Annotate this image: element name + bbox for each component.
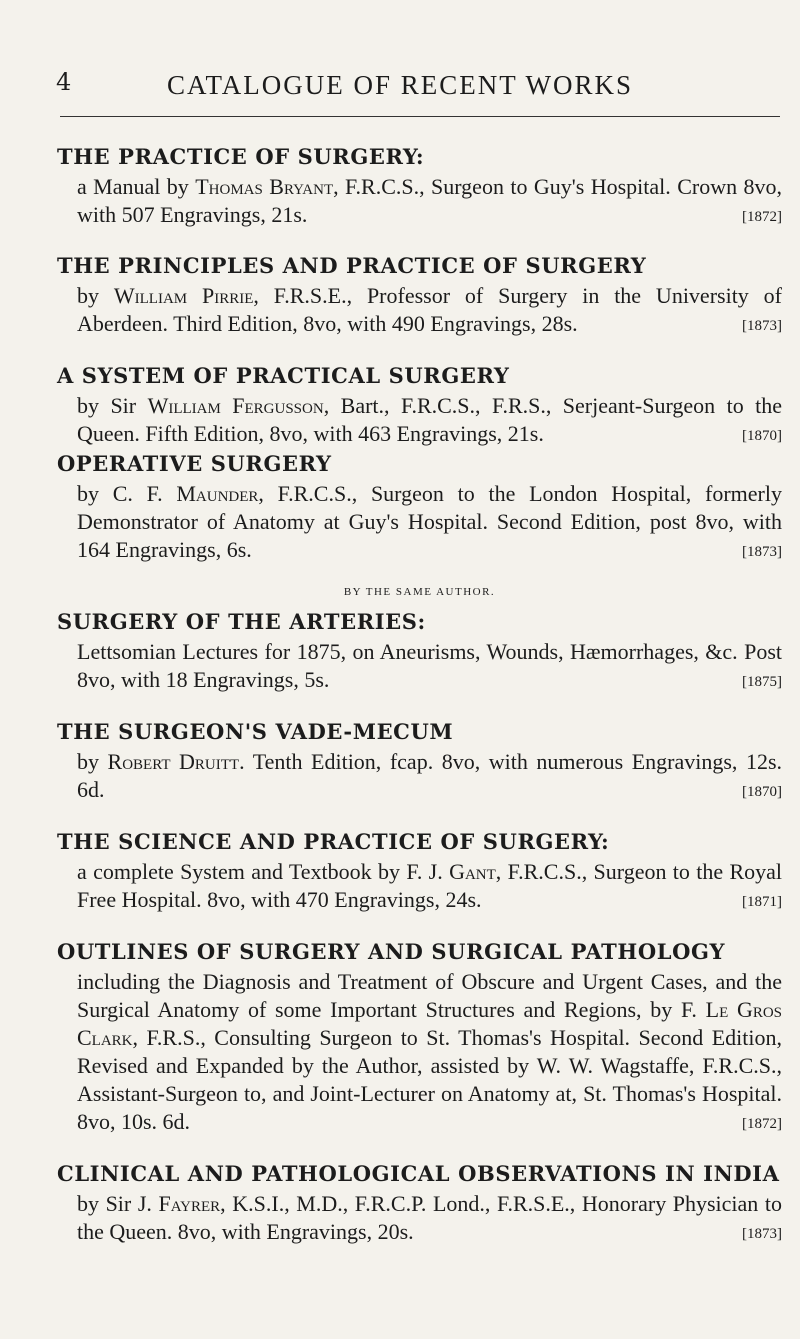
entry-title: THE SURGEON'S VADE-MECUM [57, 719, 454, 744]
running-head: CATALOGUE OF RECENT WORKS [166, 70, 634, 100]
entry-year: [1873] [742, 544, 782, 560]
entry-prefix: a complete System and Textbook by F. J. [77, 859, 443, 884]
entry-details: , F.R.S., Consulting Surgeon to St. Thomas's Hospital. Second Edition, Revised and Expanded by the Author, assisted by W. W. Wagstaffe, F.R.C.S., Assistant-Surgeon to, and Joint-Lecturer on Anatomy at, St. Thomas's Hospital. 8vo, 10s. 6d. [77, 1025, 782, 1134]
entry-author: William Pirrie [113, 283, 254, 308]
entry-title: SURGERY OF THE ARTERIES: [57, 609, 426, 634]
entry-year: [1875] [742, 674, 782, 690]
entry-year: [1872] [742, 1116, 782, 1132]
entry-author: Maunder [176, 481, 259, 506]
entry-description [57, 1190, 782, 1246]
entry-title: THE SCIENCE AND PRACTICE OF SURGERY: [57, 829, 610, 854]
page-number: 4 [56, 68, 72, 96]
entry-description [57, 638, 782, 694]
entry-title: A SYSTEM OF PRACTICAL SURGERY [57, 363, 510, 388]
entry-description [57, 748, 782, 804]
entry-author: Robert Druitt [107, 749, 240, 774]
entry-author: Thomas Bryant [195, 174, 334, 199]
entry-details: , F.R.S.E., Professor of Surgery in the University of Aberdeen. Third Edition, 8vo, with 490 Engravings, 28s. [77, 283, 782, 336]
entry-details: , F.R.C.S., Surgeon to the London Hospital, formerly Demonstrator of Anatomy at Guy's Hospital. Second Edition, post 8vo, with 164 Engravings, 6s. [77, 481, 782, 562]
entry-prefix: by [77, 283, 99, 308]
entry-details: Lettsomian Lectures for 1875, on Aneurisms, Wounds, Hæmorrhages, &c. Post 8vo, with 18 Engravings, 5s. [77, 639, 782, 692]
catalogue-list [57, 141, 782, 1248]
entry-prefix: by Sir J. [77, 1191, 152, 1216]
entry-title: THE PRACTICE OF SURGERY: [57, 144, 425, 169]
entry-description [57, 282, 782, 338]
catalogue-entry [57, 826, 782, 914]
catalogue-entry [57, 360, 782, 448]
entry-year: [1873] [742, 1226, 782, 1242]
entry-details: , Bart., F.R.C.S., F.R.S., Serjeant-Surgeon to the Queen. Fifth Edition, 8vo, with 463 Engravings, 21s. [77, 393, 783, 446]
entry-year: [1870] [742, 428, 782, 444]
entry-title: THE PRINCIPLES AND PRACTICE OF SURGERY [57, 253, 647, 278]
entry-author: Fayrer [158, 1191, 221, 1216]
entry-title: OPERATIVE SURGERY [57, 451, 332, 476]
entry-details: , F.R.C.S., Surgeon to the Royal Free Hospital. 8vo, with 470 Engravings, 24s. [77, 859, 783, 912]
entry-year: [1872] [742, 209, 782, 225]
entry-description [57, 968, 782, 1136]
catalogue-entry [57, 936, 782, 1136]
entry-title: CLINICAL AND PATHOLOGICAL OBSERVATIONS IN INDIA [57, 1161, 780, 1186]
entry-author: Gant [449, 859, 496, 884]
catalogue-entry [57, 1158, 782, 1246]
entry-year: [1873] [742, 318, 782, 334]
entry-description [57, 173, 782, 229]
entry-prefix: by [77, 749, 99, 774]
entry-details: , F.R.C.S., Surgeon to Guy's Hospital. Crown 8vo, with 507 Engravings, 21s. [77, 174, 783, 227]
entry-description [57, 392, 782, 448]
entry-description [57, 480, 782, 564]
catalogue-entry [57, 250, 782, 338]
entry-year: [1870] [742, 784, 782, 800]
entry-title: OUTLINES OF SURGERY AND SURGICAL PATHOLOGY [57, 939, 726, 964]
catalogue-entry [57, 586, 782, 694]
same-author-note: BY THE SAME AUTHOR. [343, 586, 496, 598]
entry-details: , K.S.I., M.D., F.R.C.P. Lond., F.R.S.E., Honorary Physician to the Queen. 8vo, with Engravings, 20s. [77, 1191, 782, 1244]
entry-year: [1871] [742, 894, 782, 910]
entry-prefix: by C. F. [77, 481, 163, 506]
entry-prefix: a Manual by [77, 174, 189, 199]
entry-prefix: including the Diagnosis and Treatment of Obscure and Urgent Cases, and the Surgical Anatomy of some Important Structures and Regions, by F. [77, 969, 782, 1022]
entry-details: . Tenth Edition, fcap. 8vo, with numerous Engravings, 12s. 6d. [77, 749, 783, 802]
header-rule [60, 116, 780, 117]
catalogue-entry [57, 141, 782, 229]
entry-author: Le Gros Clark [77, 997, 783, 1050]
catalogue-entry [57, 448, 782, 564]
catalogue-entry [57, 716, 782, 804]
entry-author: William Fergusson [147, 393, 324, 418]
entry-description [57, 858, 782, 914]
entry-prefix: by Sir [77, 393, 137, 418]
